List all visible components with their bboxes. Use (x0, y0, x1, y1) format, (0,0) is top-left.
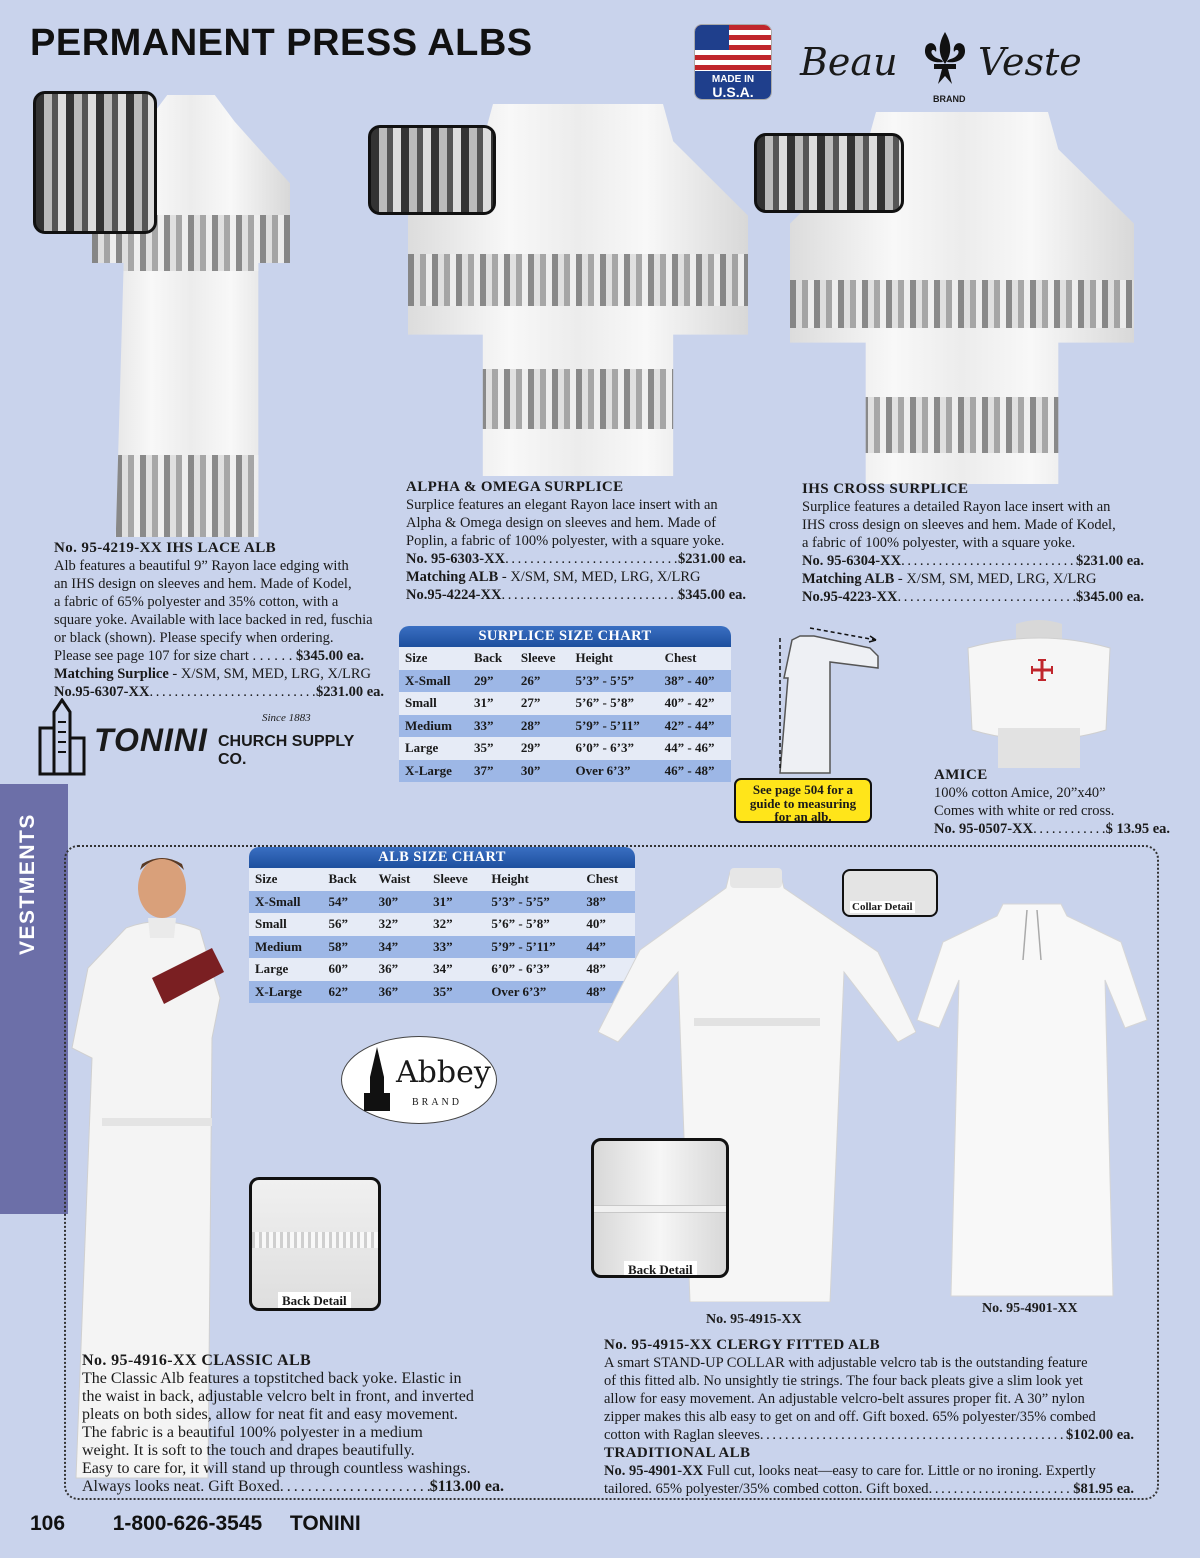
clergy-fitted-heading: No. 95-4915-XX CLERGY FITTED ALB (604, 1337, 881, 1353)
ihs-lace-alb-size-note: Please see page 107 for size chart . . . . . . (54, 648, 293, 664)
traditional-alb-last-line: tailored. 65% polyester/35% combed cotton. Gift boxed (604, 1481, 929, 1497)
table-row (399, 737, 731, 760)
classic-alb-line: weight. It is soft to the touch and drapes beautifully. (82, 1442, 415, 1459)
table-cell: 44” - 46” (664, 740, 715, 756)
clergy-fitted-photo-label: No. 95-4915-XX (706, 1312, 802, 1327)
matching-surplice-number: No.95-6307-XX (54, 684, 150, 700)
table-cell: 32” (433, 916, 453, 932)
matching-surplice-sizes: - X/SM, SM, MED, LRG, X/LRG (172, 666, 372, 682)
table-cell: 40” - 42” (664, 695, 715, 711)
table-cell: 34” (433, 961, 453, 977)
classic-alb-line: the waist in back, adjustable velcro belt in front, and inverted (82, 1388, 474, 1405)
ihs-cross-line: IHS cross design on sleeves and hem. Made of Kodel, (802, 517, 1116, 533)
ihs-lace-alb-price: $345.00 ea. (295, 648, 365, 664)
table-cell: 38” (586, 893, 606, 909)
ihs-cross-price: $231.00 ea. (1075, 553, 1144, 569)
table-cell: 48” (586, 961, 606, 977)
alpha-omega-detail-inset (368, 125, 496, 215)
table-cell: 5’9” - 5’11” (575, 717, 640, 733)
classic-alb-line: pleats on both sides, allow for neat fit and easy movement. (82, 1406, 458, 1423)
clergy-fitted-line: A smart STAND-UP COLLAR with adjustable velcro tab is the outstanding feature (604, 1355, 1088, 1371)
table-cell: X-Small (255, 893, 301, 909)
ihs-cross-number: No. 95-6304-XX (802, 553, 902, 569)
table-cell: 27” (520, 695, 541, 711)
table-cell: 5’6” - 5’8” (575, 695, 634, 711)
beau-label: Beau (800, 40, 898, 84)
table-cell: 48” (586, 983, 606, 999)
tonini-since: Since 1883 (262, 712, 311, 724)
table-cell: Medium (255, 938, 302, 954)
callout-line: See page 504 for a (752, 782, 854, 797)
alpha-omega-line: Alpha & Omega design on sleeves and hem. Made of (406, 515, 717, 531)
table-cell: Small (405, 695, 437, 711)
table-row (249, 891, 635, 914)
amice-line: 100% cotton Amice, 20”x40” (934, 785, 1106, 801)
table-cell: X-Large (255, 983, 302, 999)
amice-price: $ 13.95 ea. (1105, 821, 1170, 837)
amice-line: Comes with white or red cross. (934, 803, 1115, 819)
matching-alb-sizes: - X/SM, SM, MED, LRG, X/LRG (897, 571, 1097, 587)
alpha-omega-line: Poplin, a fabric of 100% polyester, with a square yoke. (406, 533, 725, 549)
alb-col-chest: Chest (586, 871, 619, 887)
tonini-tagline: CHURCH SUPPLY CO. (218, 733, 355, 768)
alb-col-back: Back (328, 871, 357, 887)
table-cell: X-Large (405, 762, 452, 778)
ihs-lace-detail-inset (33, 91, 157, 234)
table-row (399, 670, 731, 693)
table-cell: 6’0” - 6’3” (491, 961, 550, 977)
matching-alb-number: No.95-4224-XX (406, 587, 502, 603)
surplice-col-size: Size (405, 650, 428, 666)
page-number: 106 (30, 1512, 66, 1535)
ihs-lace-alb-heading: No. 95-4219-XX IHS LACE ALB (54, 540, 277, 556)
table-cell: 5’3” - 5’5” (491, 893, 550, 909)
callout-line: guide to measuring (749, 795, 857, 811)
matching-surplice-price: $231.00 ea. (315, 684, 384, 700)
classic-alb-description (82, 1352, 512, 1496)
table-cell: Small (255, 916, 287, 932)
table-cell: 31” (433, 893, 453, 909)
ihs-lace-alb-line: Alb features a beautiful 9” Rayon lace edging with (54, 558, 349, 574)
footer-phone: 1-800-626-3545 (112, 1512, 263, 1535)
table-cell: Large (405, 740, 439, 756)
ihs-lace-alb-line: or black (shown). Please specify when ordering. (54, 630, 334, 646)
table-cell: 32” (378, 916, 399, 932)
page-footer (30, 1512, 361, 1536)
clergy-fitted-description (604, 1336, 1134, 1498)
veste-label: Veste (978, 40, 1082, 84)
footer-brand: TONINI (289, 1512, 361, 1535)
surplice-col-back: Back (473, 650, 503, 666)
table-cell: 29” (473, 672, 494, 688)
traditional-alb-photo-label: No. 95-4901-XX (982, 1301, 1078, 1316)
table-cell: 60” (328, 961, 348, 977)
table-cell: Over 6’3” (491, 983, 547, 999)
table-cell: 35” (433, 983, 453, 999)
surplice-col-chest: Chest (664, 650, 697, 666)
surplice-size-chart (399, 626, 731, 782)
matching-alb-label: Matching ALB (406, 569, 499, 585)
amice-photo (958, 618, 1120, 768)
classic-alb-line: The fabric is a beautiful 100% polyester in a medium (82, 1424, 423, 1441)
clergy-fitted-price: $102.00 ea. (1065, 1427, 1134, 1443)
page-title: PERMANENT PRESS ALBS (30, 22, 533, 64)
alb-col-waist: Waist (378, 871, 411, 887)
table-cell: Over 6’3” (575, 762, 631, 778)
classic-alb-heading: No. 95-4916-XX CLASSIC ALB (82, 1352, 312, 1369)
traditional-alb-price: $81.95 ea. (1073, 1481, 1134, 1497)
table-row (399, 715, 731, 738)
alpha-omega-price: $231.00 ea. (677, 551, 746, 567)
made-in-usa-logo (694, 24, 772, 100)
usa-label: U.S.A. (712, 84, 754, 100)
made-in-label: MADE IN (711, 74, 755, 85)
table-cell: Large (255, 961, 289, 977)
amice-number: No. 95-0507-XX (934, 821, 1034, 837)
usa-flag-icon (695, 25, 772, 71)
clergy-fitted-line: of this fitted alb. No unsightly tie strings. The four back pleats give a slim look yet (604, 1373, 1083, 1389)
alb-col-height: Height (491, 871, 529, 887)
ihs-cross-heading: IHS CROSS SURPLICE (802, 481, 969, 497)
table-cell: 26” (520, 672, 541, 688)
table-cell: 31” (473, 695, 494, 711)
ihs-cross-detail-inset (754, 133, 904, 213)
alb-chart-title: ALB SIZE CHART (249, 847, 635, 868)
matching-alb-number: No.95-4223-XX (802, 589, 898, 605)
table-cell: 35” (473, 740, 494, 756)
table-cell: 58” (328, 938, 348, 954)
alpha-omega-line: Surplice features an elegant Rayon lace insert with an (406, 497, 718, 513)
table-cell: 36” (378, 983, 399, 999)
table-cell: 5’9” - 5’11” (491, 938, 556, 954)
table-row (399, 760, 731, 783)
clergy-back-detail-photo (591, 1138, 729, 1278)
church-icon (36, 698, 88, 776)
ihs-lace-alb-line: a fabric of 65% polyester and 35% cotton, with a (54, 594, 339, 610)
table-cell: 62” (328, 983, 348, 999)
tonini-logo (36, 698, 366, 778)
ihs-lace-alb-line: an IHS design on sleeves and hem. Made of Kodel, (54, 576, 352, 592)
abbey-name: Abbey (396, 1055, 491, 1090)
ihs-cross-line: a fabric of 100% polyester, with a square yoke. (802, 535, 1076, 551)
surplice-chart-title: SURPLICE SIZE CHART (399, 626, 731, 647)
ihs-cross-line: Surplice features a detailed Rayon lace insert with an (802, 499, 1111, 515)
measuring-guide-callout (734, 778, 872, 823)
classic-alb-last-line: Always looks neat. Gift Boxed (82, 1478, 280, 1495)
vestments-tab-label: VESTMENTS (16, 813, 39, 955)
table-cell: 30” (378, 893, 399, 909)
table-row (249, 913, 635, 936)
classic-back-detail-photo (249, 1177, 381, 1311)
table-cell: 34” (378, 938, 399, 954)
table-cell: 33” (433, 938, 453, 954)
back-detail-label: Back Detail (624, 1261, 697, 1278)
matching-alb-sizes: - X/SM, SM, MED, LRG, X/LRG (501, 569, 701, 585)
amice-description (934, 766, 1170, 838)
table-cell: 6’0” - 6’3” (575, 740, 634, 756)
matching-alb-price: $345.00 ea. (677, 587, 746, 603)
fleur-de-lis-icon (918, 30, 972, 86)
table-cell: 44” (586, 938, 606, 954)
table-row (399, 692, 731, 715)
table-cell: 40” (586, 916, 606, 932)
clergy-fitted-line: allow for easy movement. An adjustable velcro-belt assures proper fit. A 30” nylon (604, 1391, 1085, 1407)
traditional-alb-photo (915, 900, 1149, 1300)
surplice-col-sleeve: Sleeve (520, 650, 556, 666)
church-icon (364, 1047, 390, 1113)
table-cell: 33” (473, 717, 494, 733)
table-row (249, 936, 635, 959)
abbey-brand: BRAND (412, 1097, 463, 1108)
table-row (249, 958, 635, 981)
traditional-alb-number: No. 95-4901-XX (604, 1463, 704, 1479)
table-cell: 5’6” - 5’8” (491, 916, 550, 932)
callout-line: for an alb. (774, 809, 832, 824)
tonini-name: TONINI (94, 722, 208, 758)
beau-veste-logo (800, 30, 1080, 108)
surplice-col-height: Height (575, 650, 614, 666)
matching-alb-price: $345.00 ea. (1075, 589, 1144, 605)
table-cell: 42” - 44” (664, 717, 715, 733)
table-cell: 56” (328, 916, 348, 932)
table-cell: 38” - 40” (664, 672, 715, 688)
matching-surplice-label: Matching Surplice (54, 666, 169, 682)
table-cell: 54” (328, 893, 348, 909)
abbey-logo (341, 1036, 497, 1124)
alpha-omega-heading: ALPHA & OMEGA SURPLICE (406, 479, 624, 495)
beau-veste-brand: BRAND (933, 94, 966, 104)
table-cell: 46” - 48” (664, 762, 715, 778)
ihs-cross-description (802, 480, 1144, 606)
matching-alb-label: Matching ALB (802, 571, 895, 587)
amice-heading: AMICE (934, 767, 988, 783)
collar-detail-label: Collar Detail (852, 901, 913, 913)
table-cell: 36” (378, 961, 399, 977)
ihs-lace-alb-line: square yoke. Available with lace backed in red, fuschia (54, 612, 373, 628)
table-cell: 29” (520, 740, 541, 756)
table-cell: Medium (405, 717, 452, 733)
clergy-fitted-line: zipper makes this alb easy to get on and off. Gift boxed. 65% polyester/35% combed (604, 1409, 1096, 1425)
alb-measuring-diagram (770, 618, 890, 778)
table-cell: X-Small (405, 672, 451, 688)
classic-alb-price: $113.00 ea. (429, 1478, 504, 1495)
table-cell: 5’3” - 5’5” (575, 672, 634, 688)
alpha-omega-number: No. 95-6303-XX (406, 551, 506, 567)
ihs-lace-alb-description (54, 539, 384, 701)
table-cell: 30” (520, 762, 541, 778)
alb-size-chart (249, 847, 635, 1003)
alb-col-size: Size (255, 871, 278, 887)
cross-icon (1030, 658, 1054, 682)
classic-alb-line: Easy to care for, it will stand up through countless washings. (82, 1460, 471, 1477)
back-detail-label: Back Detail (278, 1292, 351, 1310)
table-cell: 37” (473, 762, 494, 778)
classic-alb-line: The Classic Alb features a topstitched back yoke. Elastic in (82, 1370, 462, 1387)
table-cell: 28” (520, 717, 541, 733)
traditional-alb-line: Full cut, looks neat—easy to care for. Little or no ironing. Expertly (706, 1463, 1096, 1479)
table-row (249, 981, 635, 1004)
traditional-alb-heading: TRADITIONAL ALB (604, 1445, 751, 1461)
alpha-omega-description (406, 478, 746, 604)
clergy-fitted-last-line: cotton with Raglan sleeves (604, 1427, 760, 1443)
alb-col-sleeve: Sleeve (433, 871, 468, 887)
